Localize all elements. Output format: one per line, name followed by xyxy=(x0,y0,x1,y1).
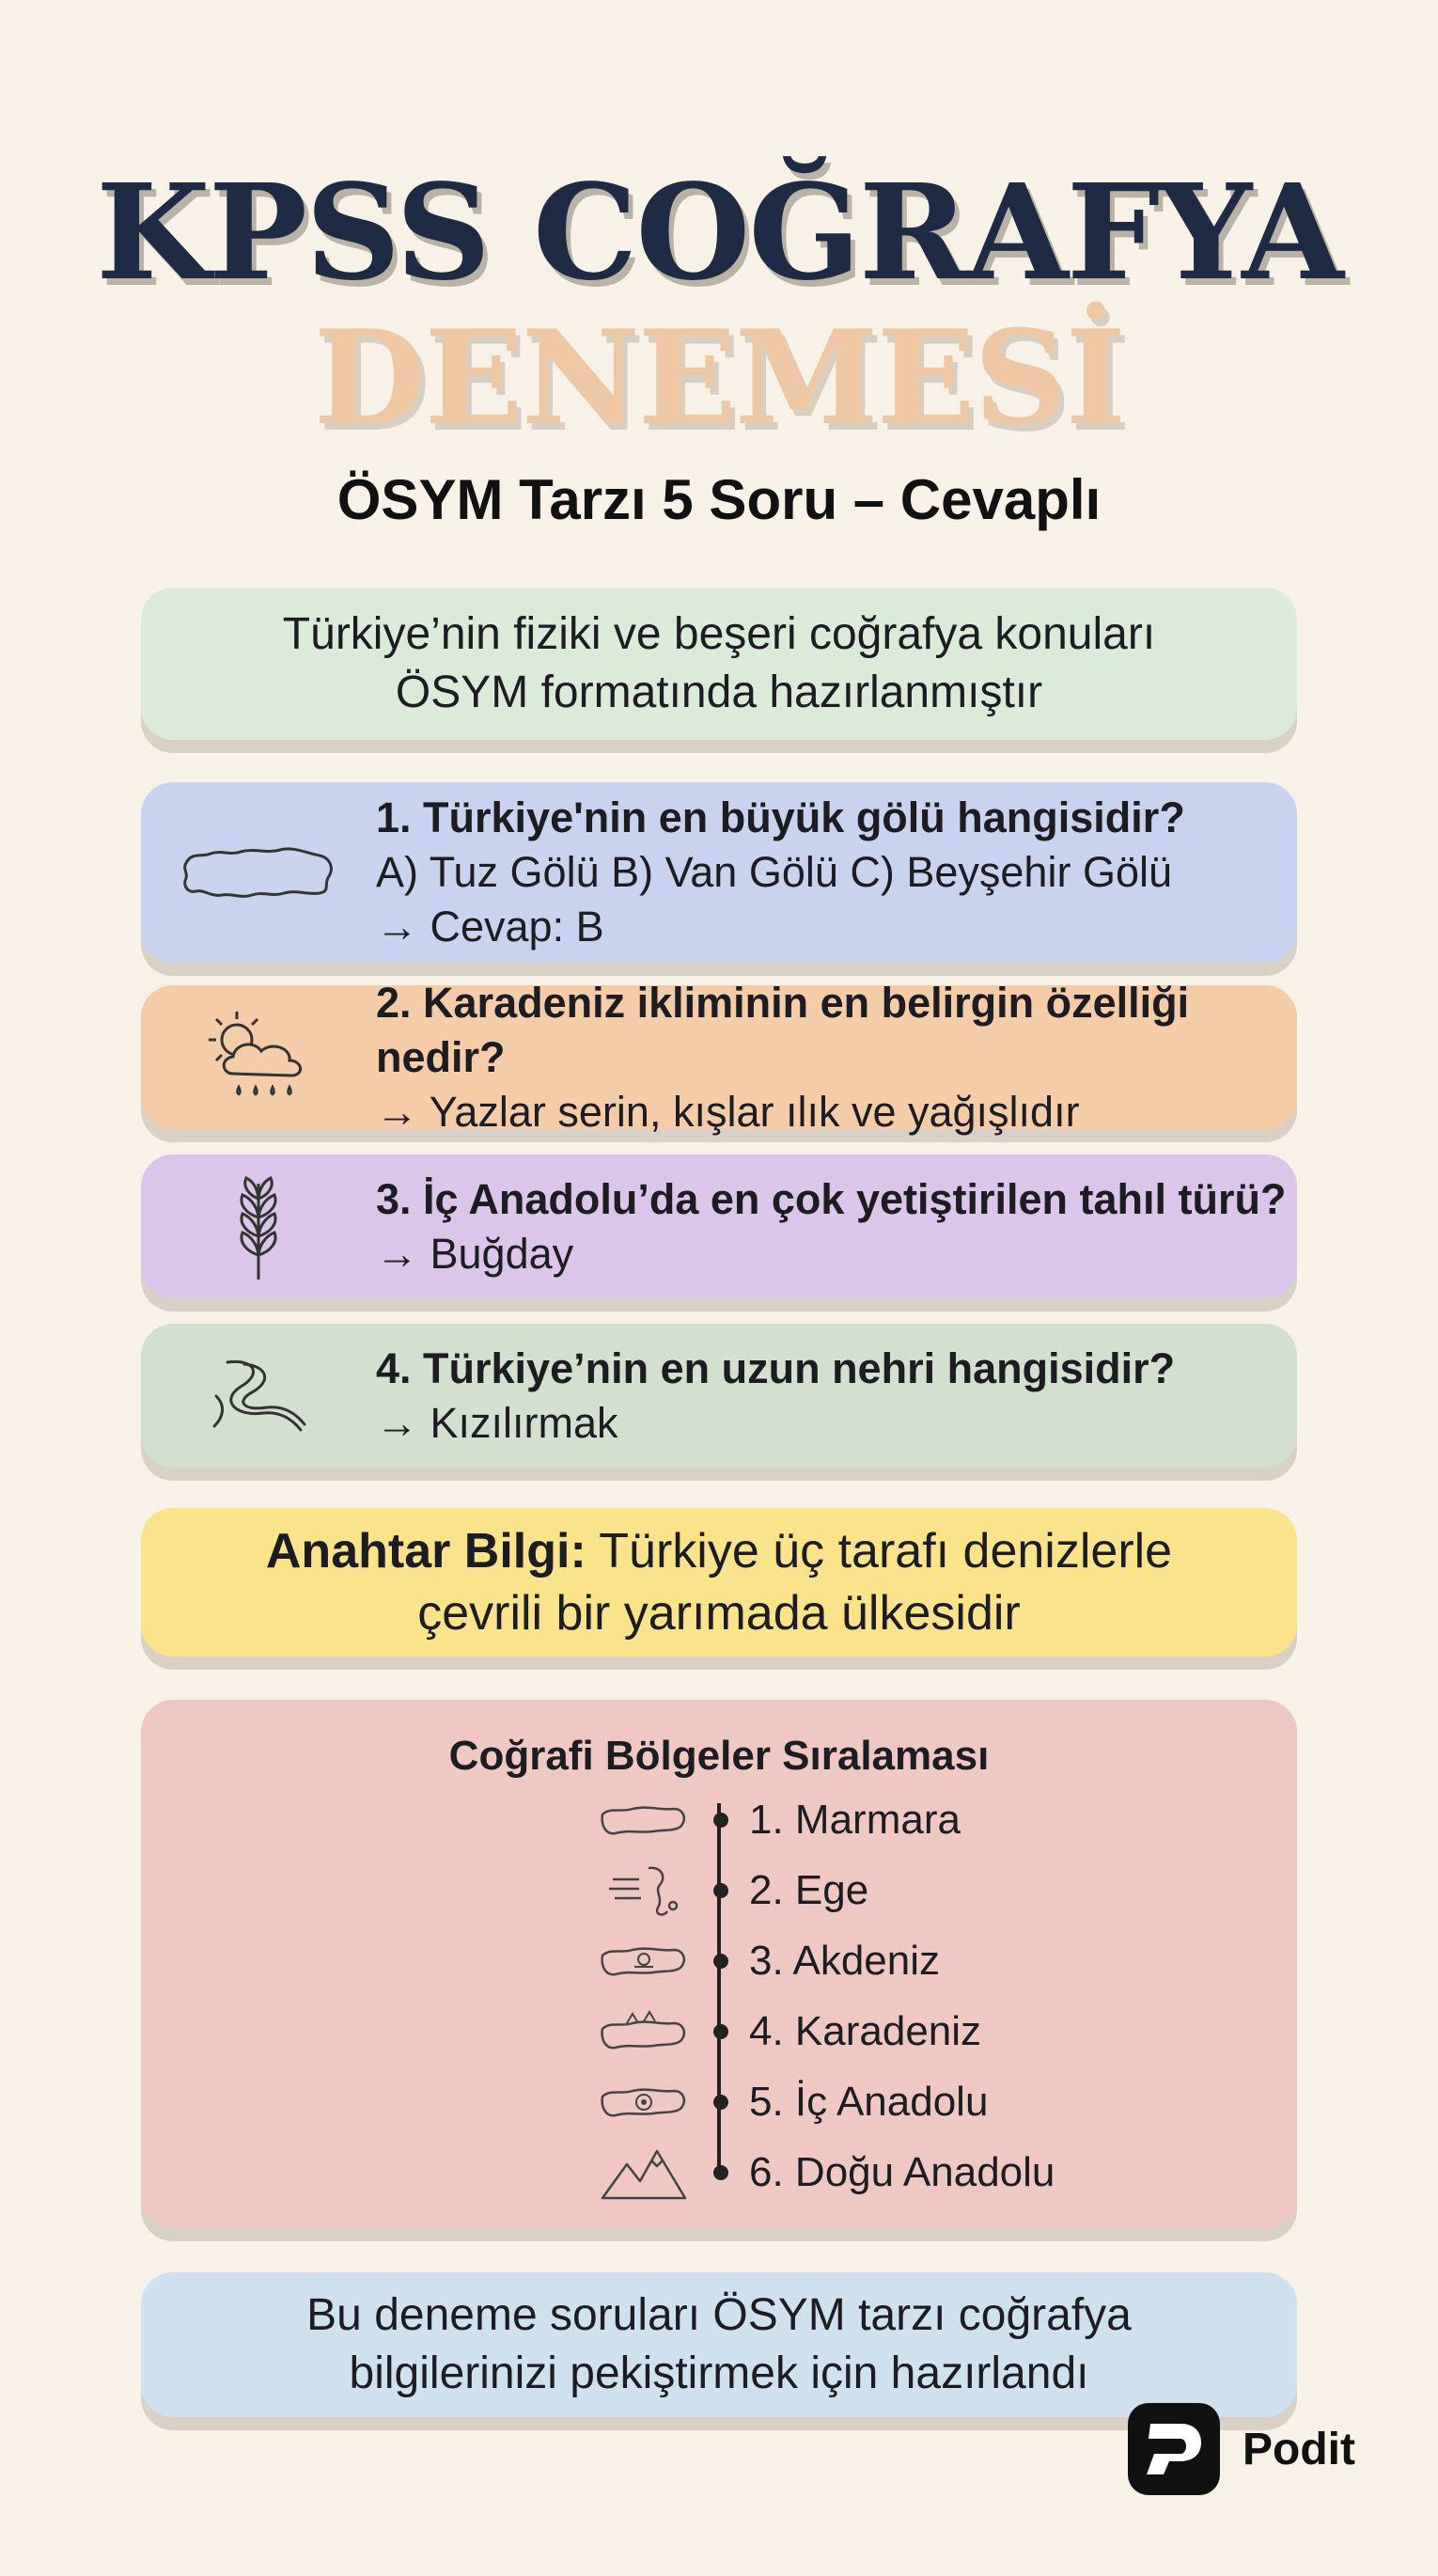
region-label-2: 2. Ege xyxy=(749,1867,869,1913)
timeline-dot xyxy=(713,1954,728,1969)
key-info-card xyxy=(141,1508,1297,1657)
timeline-dot xyxy=(713,2024,728,2039)
intro-line-1: Türkiye’nin fiziki ve beşeri coğrafya konuları xyxy=(282,609,1156,659)
question-card-2 xyxy=(141,978,1297,1136)
region-item-5 xyxy=(592,2074,988,2130)
question-3-text: 3. İç Anadolu’da en çok yetiştirilen tahıl türü? xyxy=(376,1174,1287,1223)
region-item-4 xyxy=(592,2003,981,2060)
key-info-text-1: Türkiye üç tarafı denizlerle xyxy=(599,1524,1173,1579)
regions-card xyxy=(141,1700,1297,2228)
outro-line-2: bilgilerinizi pekiştirmek için hazırlandı xyxy=(349,2348,1089,2398)
region-label-3: 3. Akdeniz xyxy=(749,1938,941,1984)
question-card-3 xyxy=(141,1154,1297,1298)
subtitle: ÖSYM Tarzı 5 Soru – Cevaplı xyxy=(336,468,1102,531)
title-line-2: DENEMESİ xyxy=(313,301,1125,454)
key-info-text-2: çevrili bir yarımada ülkesidir xyxy=(417,1586,1021,1641)
marmara-map-icon xyxy=(592,1799,696,1841)
question-2-text: 2. Karadeniz ikliminin en belirgin özelliği nedir? xyxy=(376,978,1190,1081)
intro-line-2: ÖSYM formatında hazırlanmıştır xyxy=(395,668,1043,717)
question-4-text: 4. Türkiye’nin en uzun nehri hangisidir? xyxy=(376,1343,1176,1392)
weather-icon xyxy=(141,1006,376,1109)
region-label-5: 5. İç Anadolu xyxy=(749,2079,989,2125)
mediterranean-map-icon xyxy=(592,1940,696,1982)
question-4-answer: → Kızılırmak xyxy=(376,1398,618,1447)
brand xyxy=(1128,2403,1355,2495)
region-item-6 xyxy=(592,2144,1055,2201)
timeline-dot xyxy=(713,1813,728,1828)
outro-line-1: Bu deneme soruları ÖSYM tarzı coğrafya xyxy=(306,2290,1132,2340)
turkey-map-icon xyxy=(141,835,376,910)
title-line-1: KPSS COĞRAFYA xyxy=(96,156,1342,310)
region-label-6: 6. Doğu Anadolu xyxy=(749,2149,1055,2195)
question-1-answer: → Cevap: B xyxy=(376,903,604,950)
region-label-4: 4. Karadeniz xyxy=(749,2008,982,2054)
question-3-answer: → Buğday xyxy=(376,1229,574,1278)
central-anatolia-map-icon xyxy=(592,2081,696,2123)
question-1-options: A) Tuz Gölü B) Van Gölü C) Beyşehir Gölü xyxy=(376,848,1173,896)
timeline-dot xyxy=(713,2165,728,2180)
region-item-1 xyxy=(592,1792,961,1848)
question-1-text: 1. Türkiye'nin en büyük gölü hangisidir? xyxy=(376,793,1185,841)
regions-title: Coğrafi Bölgeler Sıralaması xyxy=(448,1733,990,1779)
timeline-dot xyxy=(713,2095,728,2110)
wheat-icon xyxy=(141,1170,376,1283)
podit-logo-icon xyxy=(1128,2403,1220,2495)
region-item-3 xyxy=(592,1933,940,1989)
question-card-1 xyxy=(141,782,1297,963)
question-2-answer: → Yazlar serin, kışlar ılık ve yağışlıdır xyxy=(376,1087,1080,1136)
key-info-label: Anahtar Bilgi: xyxy=(265,1524,586,1579)
black-sea-map-icon xyxy=(592,2008,696,2055)
region-item-2 xyxy=(592,1862,868,1919)
brand-name: Podit xyxy=(1243,2424,1355,2474)
timeline-dot xyxy=(713,1883,728,1898)
mountains-icon xyxy=(592,2144,696,2202)
region-label-1: 1. Marmara xyxy=(749,1797,961,1843)
question-card-4 xyxy=(141,1324,1297,1468)
intro-card xyxy=(141,588,1297,740)
river-icon xyxy=(141,1349,376,1443)
outro-card xyxy=(141,2272,1297,2417)
aegean-coast-icon xyxy=(592,1862,696,1919)
